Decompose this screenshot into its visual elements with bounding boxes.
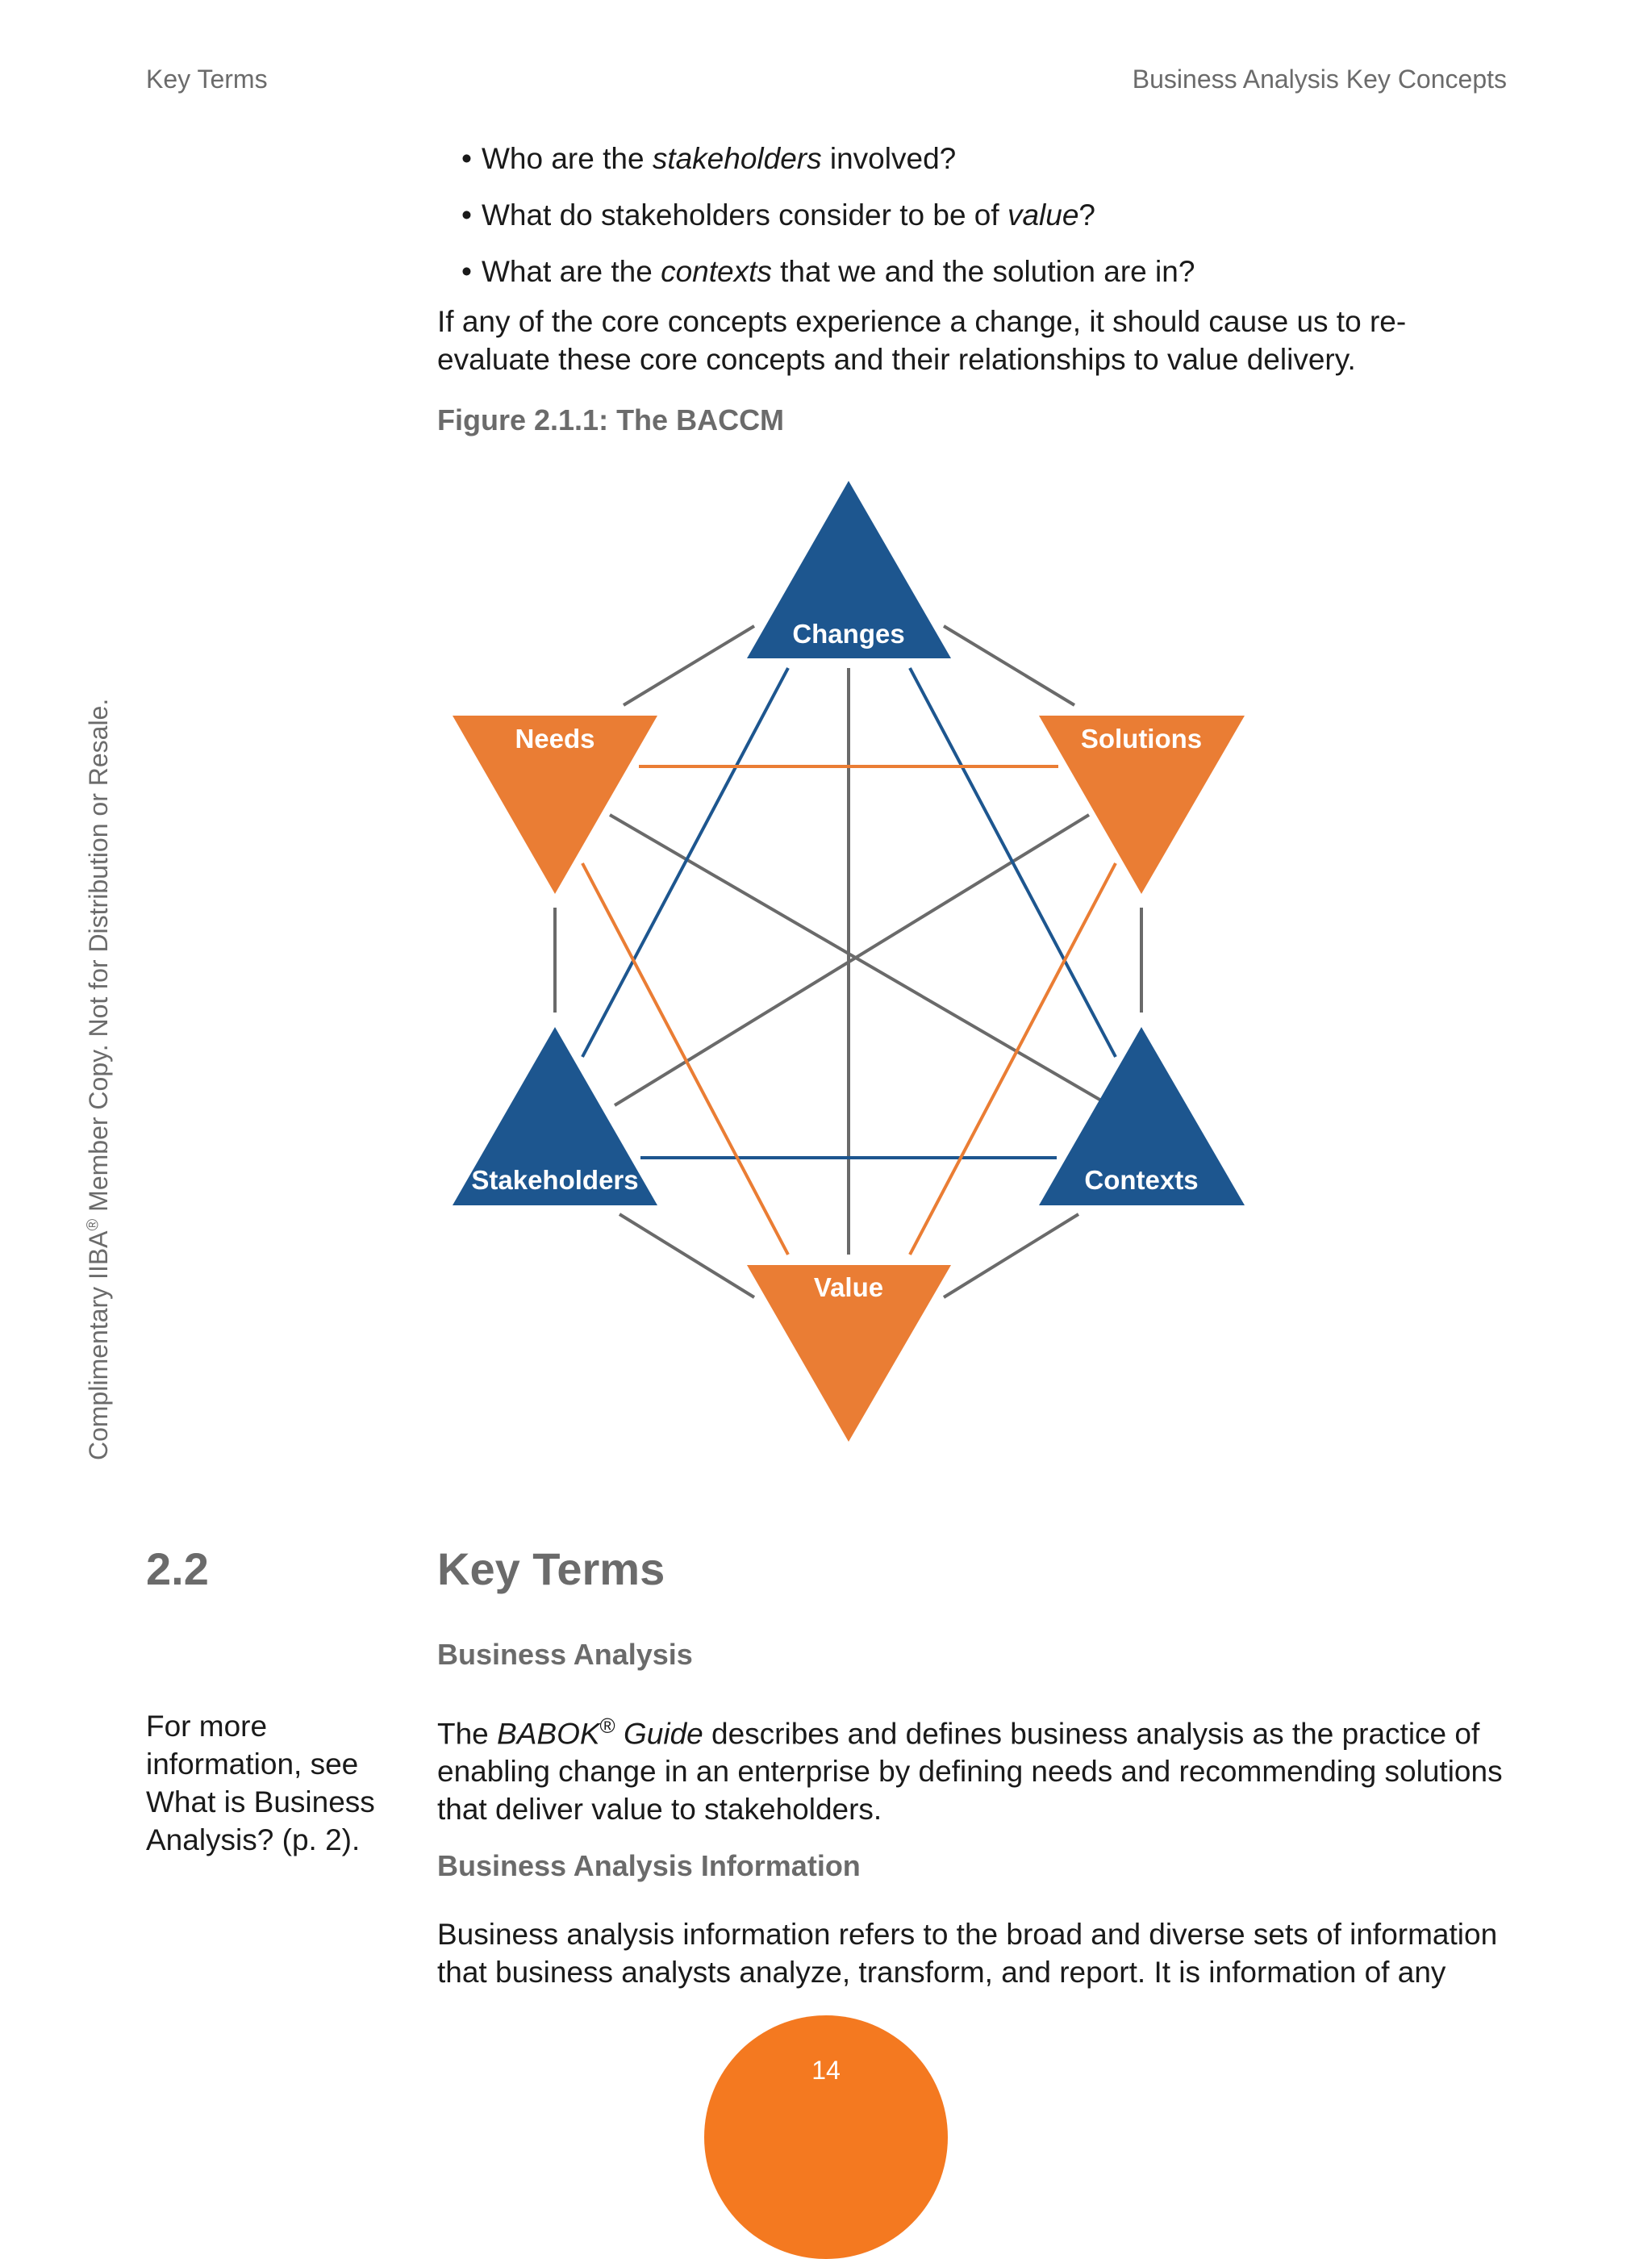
- list-item: • What do stakeholders consider to be of value?: [484, 187, 1195, 244]
- distribution-notice: Complimentary IIBA® Member Copy. Not for Distribution or Resale.: [84, 698, 113, 1460]
- term-heading: Business Analysis: [437, 1638, 693, 1671]
- page-number-badge: [704, 2015, 948, 2259]
- figure-caption: Figure 2.1.1: The BACCM: [437, 403, 785, 436]
- changes-label: Changes: [792, 619, 905, 649]
- edge-changes-solutions: [944, 626, 1074, 705]
- edge-changes-needs: [624, 626, 754, 705]
- term-definition: Business analysis information refers to the broad and diverse sets of information that business analysts analyze, transform, and report. It is information of any: [437, 1918, 1498, 1989]
- question-list: [481, 131, 1195, 300]
- page-number: 14: [811, 2056, 841, 2085]
- term-definition: The BABOK® Guide describes and defines business analysis as the practice of enabling change in an enterprise by defining needs and recommending solutions that deliver value to stakeholders.: [437, 1714, 1503, 1827]
- section-number: 2.2: [146, 1543, 209, 1594]
- baccm-diagram: [436, 468, 1266, 1452]
- running-header-right: Business Analysis Key Concepts: [1132, 65, 1507, 94]
- intro-paragraph: If any of the core concepts experience a change, it should cause us to re-evaluate these core concepts and their relationships to value delivery.: [437, 305, 1407, 376]
- section-title: Key Terms: [437, 1543, 665, 1594]
- running-header-left: Key Terms: [146, 65, 268, 94]
- edge-stakeholders-value: [620, 1214, 754, 1297]
- side-note: For more information, see What is Business Analysis? (p. 2).: [146, 1710, 375, 1856]
- edge-contexts-value: [944, 1214, 1078, 1297]
- list-item: • What are the contexts that we and the solution are in?: [484, 244, 1195, 300]
- value-label: Value: [813, 1272, 884, 1302]
- term-heading: Business Analysis Information: [437, 1849, 861, 1882]
- contexts-label: Contexts: [1084, 1165, 1199, 1195]
- needs-label: Needs: [515, 724, 595, 754]
- list-item: • Who are the stakeholders involved?: [484, 131, 1195, 187]
- stakeholders-label: Stakeholders: [471, 1165, 639, 1195]
- solutions-label: Solutions: [1080, 724, 1203, 754]
